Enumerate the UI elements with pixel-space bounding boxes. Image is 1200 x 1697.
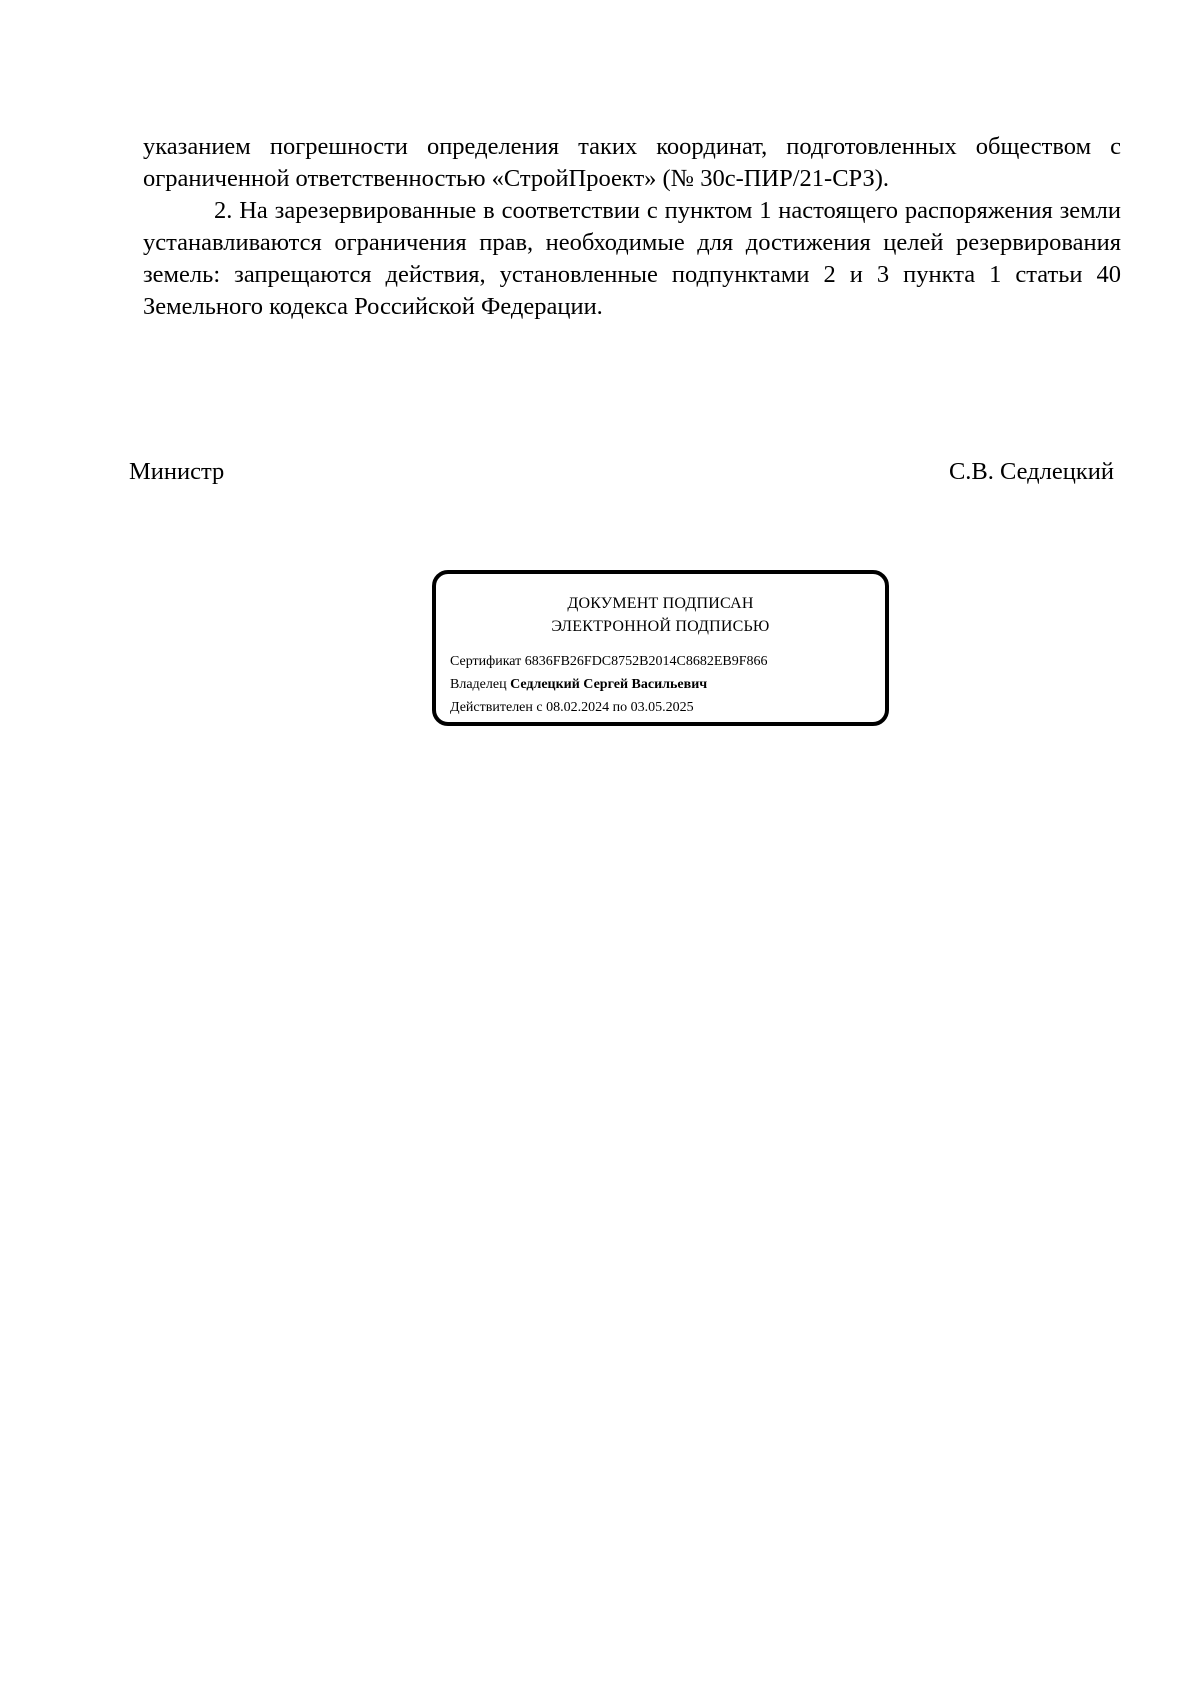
stamp-title-line-1: ДОКУМЕНТ ПОДПИСАН (567, 595, 754, 612)
stamp-details (450, 650, 880, 719)
valid-to-date: 03.05.2025 (630, 700, 694, 715)
owner-label: Владелец (450, 677, 507, 692)
owner-value: Седлецкий Сергей Васильевич (510, 677, 708, 692)
signature-block (129, 456, 1114, 488)
signatory-name: С.В. Седлецкий (948, 458, 1114, 485)
stamp-certificate-line (450, 650, 880, 673)
document-body (143, 131, 1121, 323)
certificate-label: Сертификат (450, 654, 522, 669)
stamp-owner-line (450, 673, 880, 696)
valid-from-label: Действителен с (450, 700, 543, 715)
stamp-title-line-2: ЭЛЕКТРОННОЙ ПОДПИСЬЮ (551, 618, 770, 635)
stamp-validity-line (450, 696, 880, 719)
electronic-signature-stamp (432, 570, 889, 726)
paragraph-2-restrictions: 2. На зарезервированные в соответствии с пунктом 1 настоящего распоряжения земли устанавливаются ограничения прав, необходимые для достижения целей резервирования земель: запрещаются действия, установленные подпунктами 2 и 3 пункта 1 статьи 40 Земельного кодекса Российской Федерации. (143, 197, 1121, 320)
paragraph-coordinates-continuation: указанием погрешности определения таких координат, подготовленных обществом с ограниченной ответственностью «СтройПроект» (№ 30с-ПИР/21-СРЗ). (143, 133, 1121, 192)
stamp-title (436, 592, 885, 638)
valid-to-label: по (612, 700, 628, 715)
valid-from-date: 08.02.2024 (546, 700, 610, 715)
certificate-value: 6836FB26FDC8752B2014C8682EB9F866 (524, 654, 768, 669)
signatory-position: Министр (129, 458, 225, 485)
